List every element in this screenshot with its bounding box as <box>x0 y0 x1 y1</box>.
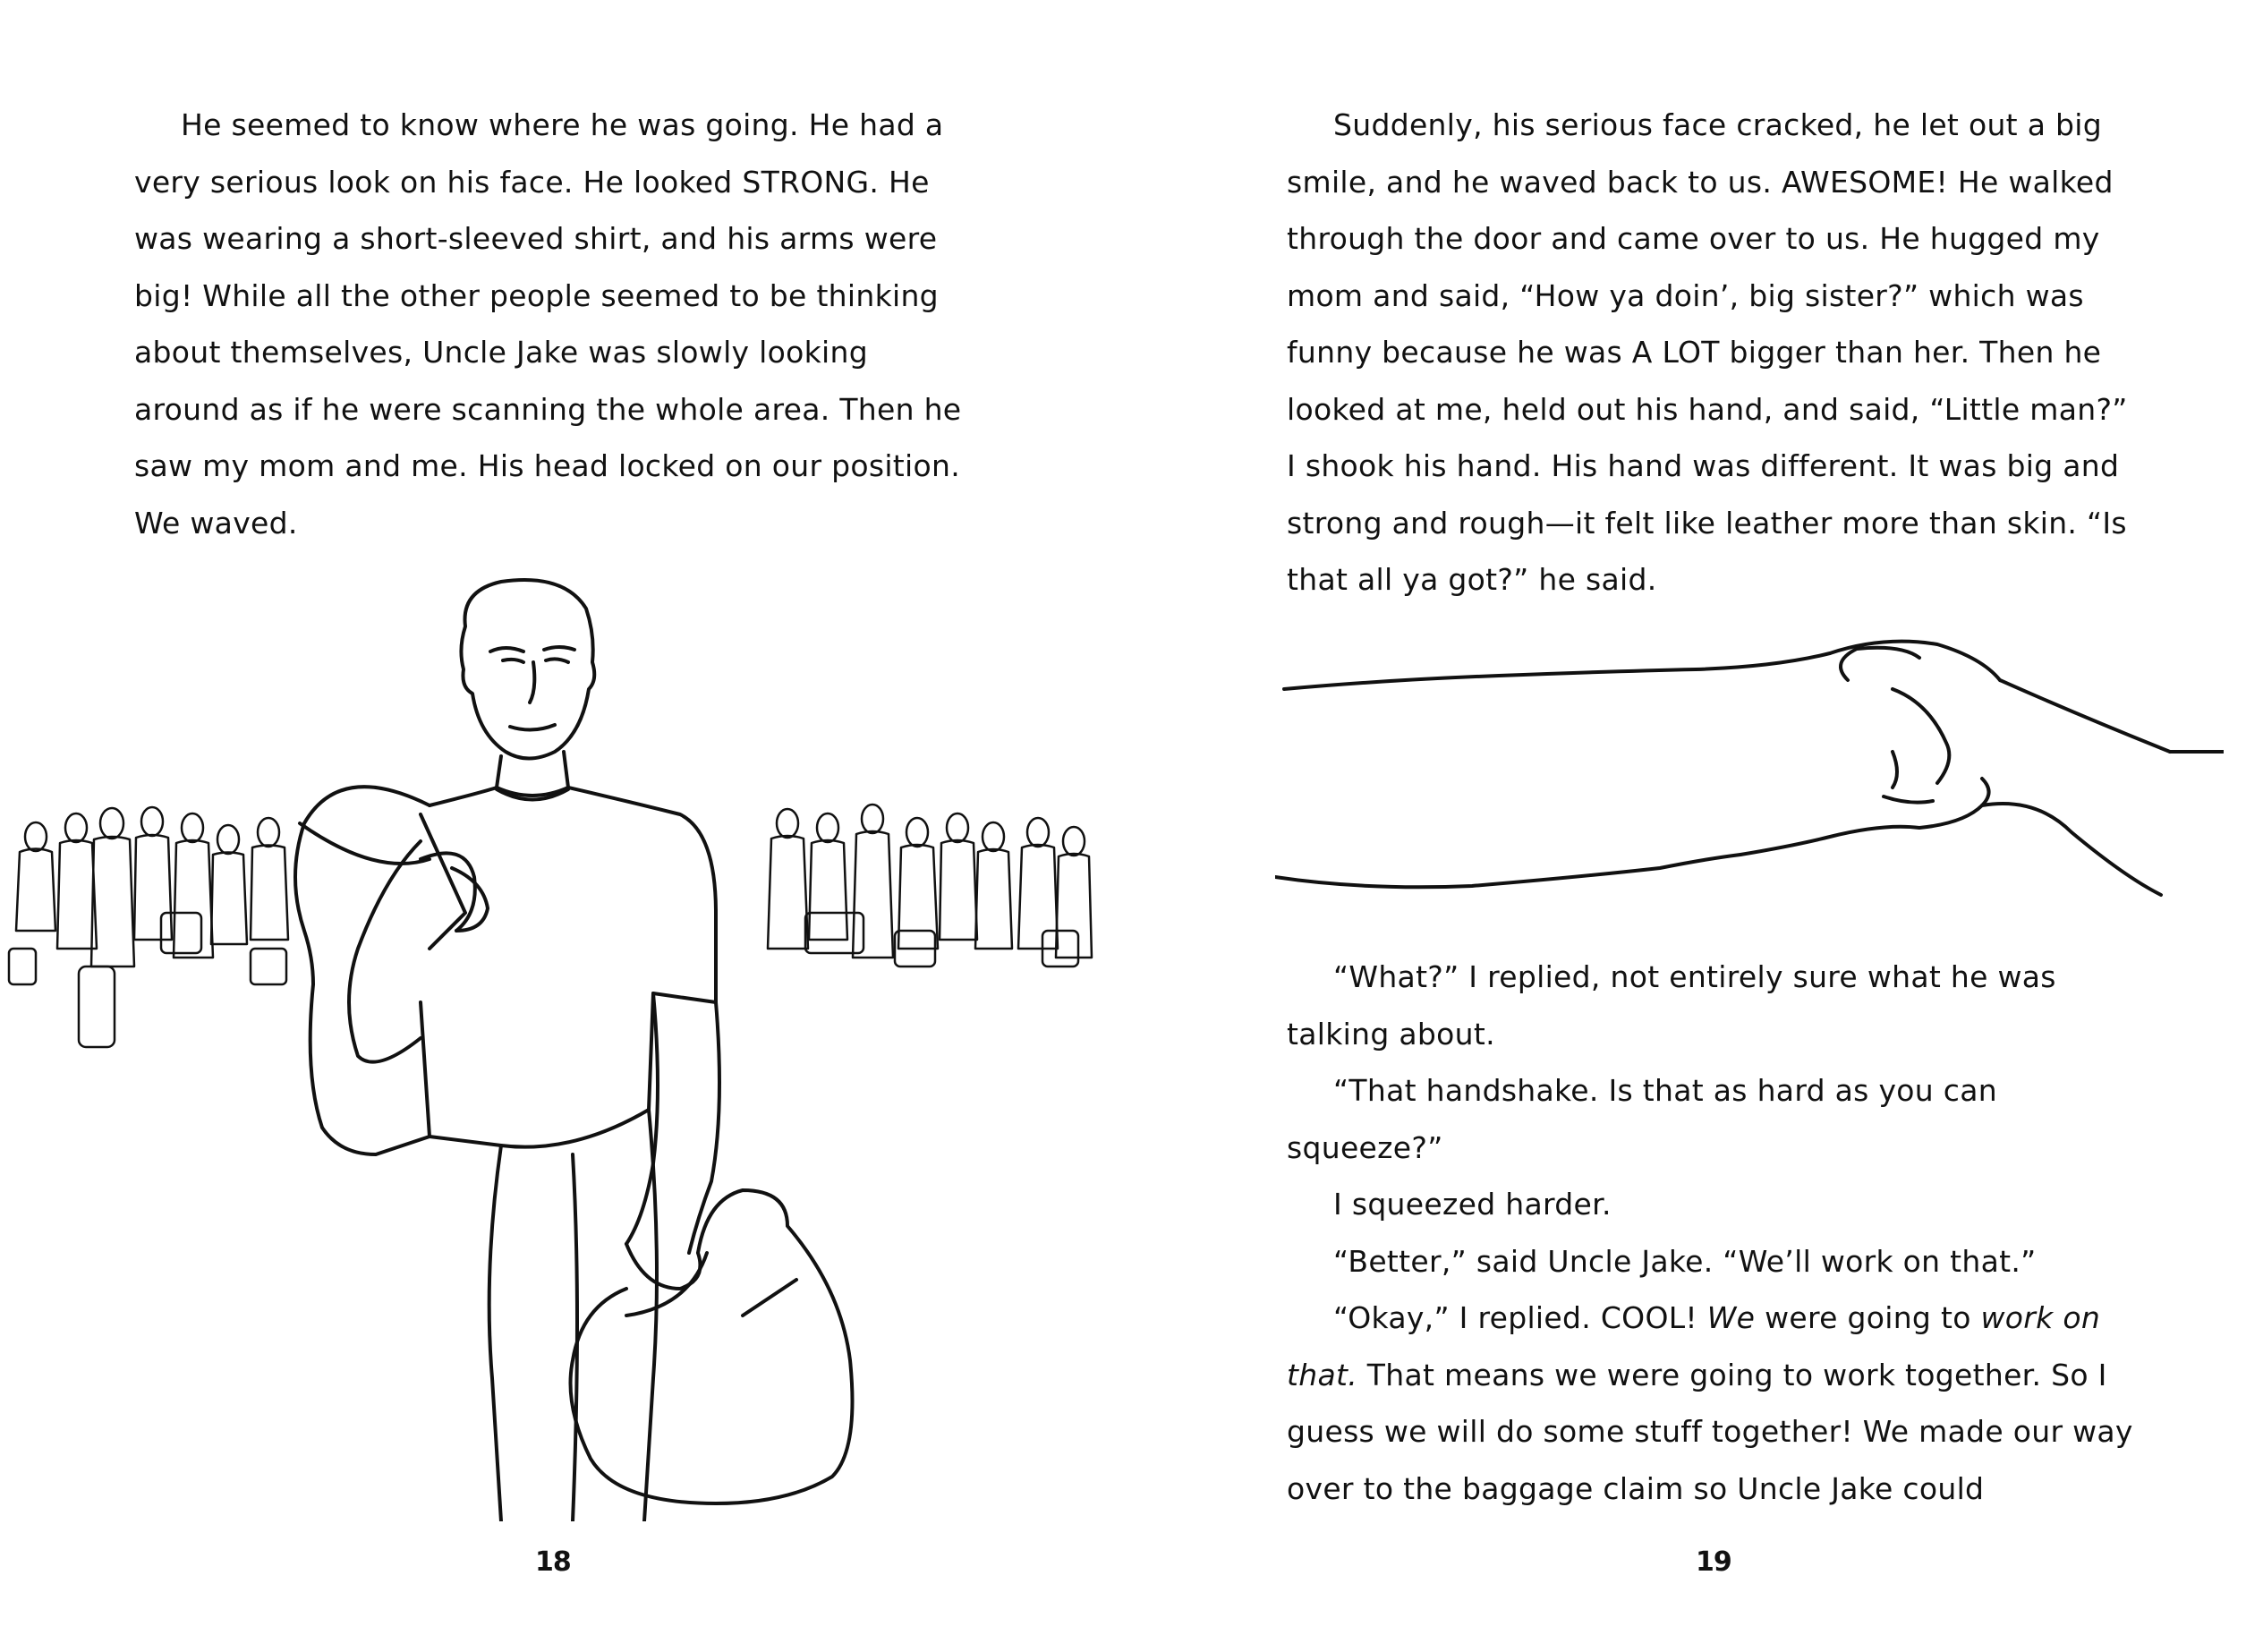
paragraph-6-emphasis-2: work on that. <box>1287 1300 2101 1392</box>
handshake-drawing <box>1275 642 2224 895</box>
right-page <box>1123 0 2246 1652</box>
paragraph-6-emphasis-1: We <box>1706 1300 1756 1335</box>
left-paragraph: He seemed to know where he was going. He had a very serious look on his face. He looked STRONG. He was wearing a short-sleeved shirt, and his arms were big! While all the other people seemed to be thinking about themselves, Uncle Jake was slowly looking around as if he were scanning the whole area. Then he saw my mom and me. His head locked on our position. We waved. <box>134 107 962 541</box>
man-with-bags-illustration <box>0 573 1101 1521</box>
page-number-left: 18 <box>535 1546 571 1578</box>
paragraph-6-part3: That means we were going to work together. So I guess we will do some stuff together! We made our way over to the baggage claim so Uncle Jake could <box>1287 1357 2133 1506</box>
right-paragraph-1: Suddenly, his serious face cracked, he let out a big smile, and he waved back to us. AWESOME! He walked through the door and came over to us. He hugged my mom and said, “How ya doin’, big sister?” which was funny because he was A LOT bigger than her. Then he looked at me, held out his hand, and said, “Little man?” I shook his hand. His hand was different. It was big and strong and rough—it felt like leather more than skin. “Is that all ya got?” he said. <box>1287 107 2128 597</box>
left-page-text <box>134 97 975 551</box>
page-number-right: 19 <box>1696 1546 1731 1578</box>
handshake-illustration <box>1275 617 2224 904</box>
right-paragraph-6 <box>1287 1290 2146 1517</box>
right-page-text-top <box>1287 97 2146 609</box>
paragraph-6-part2: were going to <box>1755 1300 1981 1335</box>
man-drawing <box>295 580 853 1521</box>
right-paragraph-3: “That handshake. Is that as hard as you can squeeze?” <box>1287 1073 1997 1165</box>
right-paragraph-5: “Better,” said Uncle Jake. “We’ll work on that.” <box>1333 1243 2037 1279</box>
crowd-right-drawing <box>768 805 1092 967</box>
right-paragraph-4: I squeezed harder. <box>1333 1187 1612 1222</box>
paragraph-6-part1: “Okay,” I replied. COOL! <box>1333 1300 1707 1335</box>
crowd-left-drawing <box>9 807 288 1047</box>
right-paragraph-2: “What?” I replied, not entirely sure what he was talking about. <box>1287 959 2056 1052</box>
right-page-text-bottom <box>1287 949 2146 1517</box>
